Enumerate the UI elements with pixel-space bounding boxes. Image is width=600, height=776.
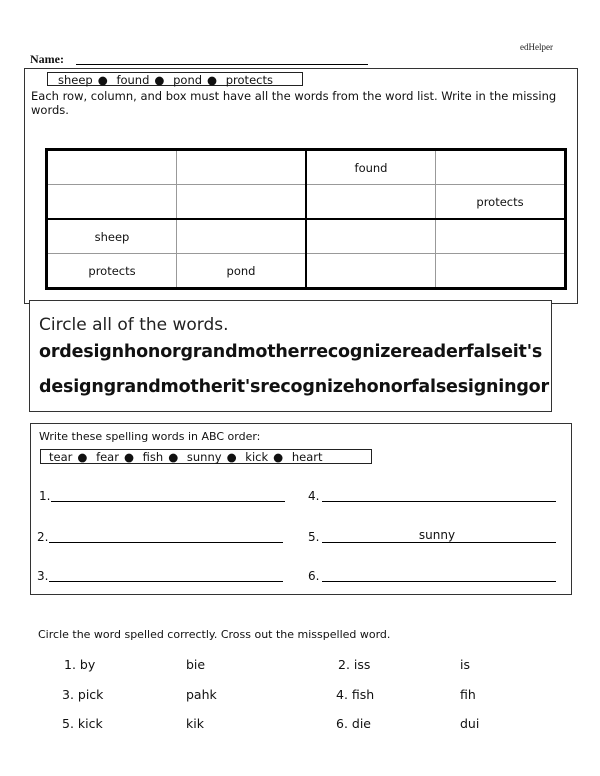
answer-line[interactable] xyxy=(49,581,283,582)
word-list-item: found xyxy=(116,73,150,87)
grid-cell[interactable] xyxy=(177,185,307,220)
bullet-icon: ● xyxy=(97,73,108,87)
spelling-instructions: Circle the word spelled correctly. Cross out the misspelled word. xyxy=(38,628,391,641)
grid-cell[interactable] xyxy=(47,185,177,220)
answer-line[interactable] xyxy=(322,542,556,543)
grid-cell[interactable] xyxy=(177,150,307,185)
grid-cell[interactable] xyxy=(306,185,436,220)
spelling-word[interactable]: 5. kick xyxy=(62,716,103,731)
bullet-icon: ● xyxy=(207,73,218,87)
bullet-icon: ● xyxy=(226,450,237,464)
grid-cell[interactable] xyxy=(306,254,436,289)
answer-line[interactable] xyxy=(51,501,285,502)
name-label: Name: xyxy=(30,52,64,66)
abc-answer-row xyxy=(37,569,297,585)
item-number: 1. xyxy=(39,489,51,503)
word-search-section xyxy=(29,300,552,412)
answer-line[interactable] xyxy=(322,581,556,582)
grid-cell[interactable]: found xyxy=(306,150,436,185)
sudoku-grid xyxy=(45,148,567,290)
abc-answer-row xyxy=(308,530,568,546)
item-number: 2. xyxy=(37,530,49,544)
abc-answer-row xyxy=(308,569,568,585)
grid-cell[interactable] xyxy=(436,219,566,254)
answer-line[interactable] xyxy=(322,501,556,502)
spelling-word[interactable]: 1. by xyxy=(64,657,96,672)
grid-cell[interactable] xyxy=(436,254,566,289)
bullet-icon: ● xyxy=(168,450,179,464)
item-number: 5. xyxy=(308,530,320,544)
abc-answer-row xyxy=(37,530,297,546)
answer-line[interactable] xyxy=(49,542,283,543)
spelling-word[interactable]: fih xyxy=(460,687,476,702)
word-list-item: pond xyxy=(173,73,203,87)
item-number: 6. xyxy=(308,569,320,583)
spelling-word[interactable]: 6. die xyxy=(336,716,371,731)
word-list-item: protects xyxy=(225,73,273,87)
grid-cell[interactable] xyxy=(306,219,436,254)
sudoku-word-list xyxy=(47,72,303,86)
word-list-item: sunny xyxy=(186,450,222,464)
word-list-item: tear xyxy=(49,450,73,464)
grid-cell[interactable]: protects xyxy=(47,254,177,289)
spelling-word[interactable]: 3. pick xyxy=(62,687,104,702)
grid-cell[interactable]: protects xyxy=(436,185,566,220)
word-search-line[interactable]: designgrandmotherit'srecognizehonorfalsesigningor xyxy=(39,377,549,397)
bullet-icon: ● xyxy=(77,450,88,464)
word-sudoku-section xyxy=(24,68,578,304)
grid-cell[interactable]: sheep xyxy=(47,219,177,254)
spelling-word[interactable]: dui xyxy=(460,716,480,731)
spelling-word[interactable]: 2. iss xyxy=(338,657,371,672)
bullet-icon: ● xyxy=(154,73,165,87)
abc-answer-row xyxy=(308,489,568,505)
spelling-word[interactable]: bie xyxy=(186,657,206,672)
item-number: 3. xyxy=(37,569,49,583)
grid-cell[interactable] xyxy=(177,219,307,254)
word-list-item: sheep xyxy=(58,73,93,87)
abc-answer-row xyxy=(39,489,299,505)
brand-label: edHelper xyxy=(520,42,553,52)
spelling-word[interactable]: 4. fish xyxy=(336,687,375,702)
abc-order-section xyxy=(30,423,572,595)
grid-cell[interactable]: pond xyxy=(177,254,307,289)
bullet-icon: ● xyxy=(123,450,135,464)
word-list-item: kick xyxy=(245,450,269,464)
spelling-word[interactable]: pahk xyxy=(186,687,217,702)
word-list-item: fish xyxy=(142,450,164,464)
bullet-icon: ● xyxy=(273,450,284,464)
grid-cell[interactable] xyxy=(436,150,566,185)
answer-text: sunny xyxy=(418,528,456,542)
abc-instructions: Write these spelling words in ABC order: xyxy=(39,430,261,443)
word-search-title: Circle all of the words. xyxy=(39,315,229,335)
word-search-line[interactable]: ordesignhonorgrandmotherrecognizereaderfalseit's xyxy=(39,342,543,362)
word-list-item: fear xyxy=(96,450,119,464)
sudoku-instructions: Each row, column, and box must have all the words from the word list. Write in the missing words. xyxy=(31,89,557,117)
spelling-word[interactable]: kik xyxy=(186,716,204,731)
word-list-item: heart xyxy=(291,450,323,464)
name-line[interactable] xyxy=(76,64,368,65)
grid-cell[interactable] xyxy=(47,150,177,185)
spelling-word[interactable]: is xyxy=(460,657,470,672)
abc-word-list xyxy=(40,449,372,464)
item-number: 4. xyxy=(308,489,320,503)
